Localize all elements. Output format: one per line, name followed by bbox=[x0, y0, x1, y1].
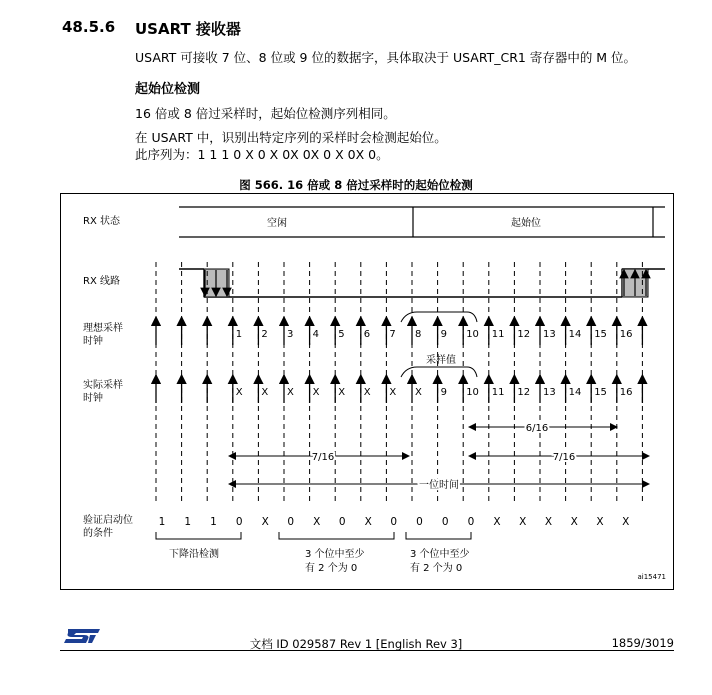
clock-label: 16 bbox=[619, 387, 633, 398]
validate-value: X bbox=[493, 516, 501, 528]
validate-value: 0 bbox=[338, 516, 346, 528]
validate-value: 0 bbox=[235, 516, 243, 528]
clock-label: 13 bbox=[543, 387, 556, 398]
validate-value: X bbox=[622, 516, 630, 528]
validate-value: X bbox=[570, 516, 578, 528]
real-sampling-clock bbox=[156, 375, 642, 403]
validate-value: X bbox=[261, 516, 269, 528]
clock-label: 13 bbox=[543, 329, 556, 340]
validate-value: X bbox=[364, 516, 372, 528]
ideal-sampling-clock bbox=[156, 317, 642, 345]
label-real-clock-1: 实际采样 bbox=[83, 380, 123, 391]
label-validate-2: 的条件 bbox=[83, 528, 113, 539]
state-idle-label: 空闲 bbox=[267, 218, 287, 229]
clock-label: 3 bbox=[287, 329, 294, 340]
clock-label: 6 bbox=[363, 329, 371, 340]
sample-grid bbox=[156, 262, 642, 504]
validate-value: 1 bbox=[210, 516, 217, 528]
validate-value: X bbox=[313, 516, 321, 528]
clock-label: 1 bbox=[235, 329, 243, 340]
clock-label: 9 bbox=[440, 387, 447, 398]
clock-label: X bbox=[235, 387, 243, 398]
clock-label: 16 bbox=[619, 329, 633, 340]
paragraph-2-line-1: 在 USART 中，识别出特定序列的采样时会检测起始位。 bbox=[135, 130, 447, 145]
state-start-label: 起始位 bbox=[511, 218, 541, 229]
validate-values bbox=[159, 516, 630, 528]
section-number: 48.5.6 bbox=[62, 18, 116, 36]
majority-a-bracket bbox=[279, 532, 394, 539]
section-title: USART 接收器 bbox=[135, 20, 241, 38]
validate-value: 1 bbox=[158, 516, 166, 528]
figure-caption: 图 566. 16 倍或 8 倍过采样时的起始位检测 bbox=[239, 178, 473, 192]
clock-label: 10 bbox=[466, 387, 479, 398]
validate-value: X bbox=[519, 516, 527, 528]
rx-line-waveform bbox=[179, 269, 665, 297]
intro-paragraph: USART 可接收 7 位、8 位或 9 位的数据字，具体取决于 USART_CR1 寄存器中的 M 位。 bbox=[135, 50, 637, 65]
clock-label: 11 bbox=[491, 329, 505, 340]
label-ideal-clock-2: 时钟 bbox=[83, 336, 103, 347]
sampled-value-label: 采样值 bbox=[426, 355, 456, 366]
clock-label: 14 bbox=[568, 387, 582, 398]
one-bit-time-label: 一位时间 bbox=[419, 480, 459, 491]
clock-label: X bbox=[389, 387, 397, 398]
majority-b-label-2: 有 2 个为 0 bbox=[410, 563, 463, 574]
clock-label: 7 bbox=[389, 329, 396, 340]
clock-label: 2 bbox=[261, 329, 268, 340]
falling-edge-bracket bbox=[156, 532, 241, 539]
clock-label: X bbox=[415, 387, 422, 398]
paragraph-1: 16 倍或 8 倍过采样时，起始位检测序列相同。 bbox=[135, 106, 396, 121]
clock-label: X bbox=[261, 387, 269, 398]
dim-7-16-right-label: 7/16 bbox=[552, 452, 576, 463]
clock-label: 12 bbox=[517, 387, 531, 398]
rx-edge-arrows bbox=[205, 270, 646, 296]
label-rx-line: RX 线路 bbox=[83, 276, 120, 287]
start-bit-detection-diagram bbox=[60, 193, 674, 590]
clock-label: 9 bbox=[440, 329, 447, 340]
label-rx-state: RX 状态 bbox=[83, 216, 120, 227]
falling-edge-label: 下降沿检测 bbox=[169, 549, 219, 560]
clock-label: 14 bbox=[568, 329, 582, 340]
subsection-title: 起始位检测 bbox=[135, 82, 201, 97]
clock-label: X bbox=[287, 387, 294, 398]
majority-b-bracket bbox=[406, 532, 471, 539]
clock-label: X bbox=[363, 387, 371, 398]
majority-b-label-1: 3 个位中至少 bbox=[410, 549, 470, 560]
validate-value: X bbox=[596, 516, 604, 528]
figure-id: ai15471 bbox=[637, 573, 666, 581]
footer-doc-id: 文档 ID 029587 Rev 1 [English Rev 3] bbox=[249, 637, 463, 651]
clock-label: 12 bbox=[517, 329, 531, 340]
validate-value: X bbox=[544, 516, 553, 528]
label-validate-1: 验证启动位 bbox=[83, 515, 133, 526]
validate-value: 0 bbox=[467, 516, 475, 528]
majority-a-label-2: 有 2 个为 0 bbox=[305, 563, 358, 574]
clock-label: 4 bbox=[312, 329, 319, 340]
rx-state-bus bbox=[179, 207, 665, 237]
dim-7-16-left-label: 7/16 bbox=[311, 452, 335, 463]
clock-label: X bbox=[312, 387, 320, 398]
validate-value: 0 bbox=[441, 516, 449, 528]
validate-value: 1 bbox=[184, 516, 192, 528]
paragraph-2-line-2: 此序列为：1 1 1 0 X 0 X 0X 0X 0 X 0X 0。 bbox=[135, 147, 389, 162]
clock-label: 8 bbox=[415, 329, 422, 340]
label-ideal-clock-1: 理想采样 bbox=[83, 323, 123, 334]
validate-value: 0 bbox=[287, 516, 295, 528]
label-real-clock-2: 时钟 bbox=[83, 393, 103, 404]
clock-label: 5 bbox=[338, 329, 345, 340]
majority-a-label-1: 3 个位中至少 bbox=[305, 549, 365, 560]
validate-value: 0 bbox=[416, 516, 423, 528]
clock-label: X bbox=[338, 387, 346, 398]
clock-label: 15 bbox=[594, 329, 607, 340]
clock-label: 11 bbox=[491, 387, 505, 398]
validate-value: 0 bbox=[390, 516, 398, 528]
dim-6-16-label: 6/16 bbox=[525, 423, 549, 434]
clock-label: 15 bbox=[594, 387, 607, 398]
footer-page-number: 1859/3019 bbox=[611, 636, 674, 650]
clock-label: 10 bbox=[466, 329, 479, 340]
